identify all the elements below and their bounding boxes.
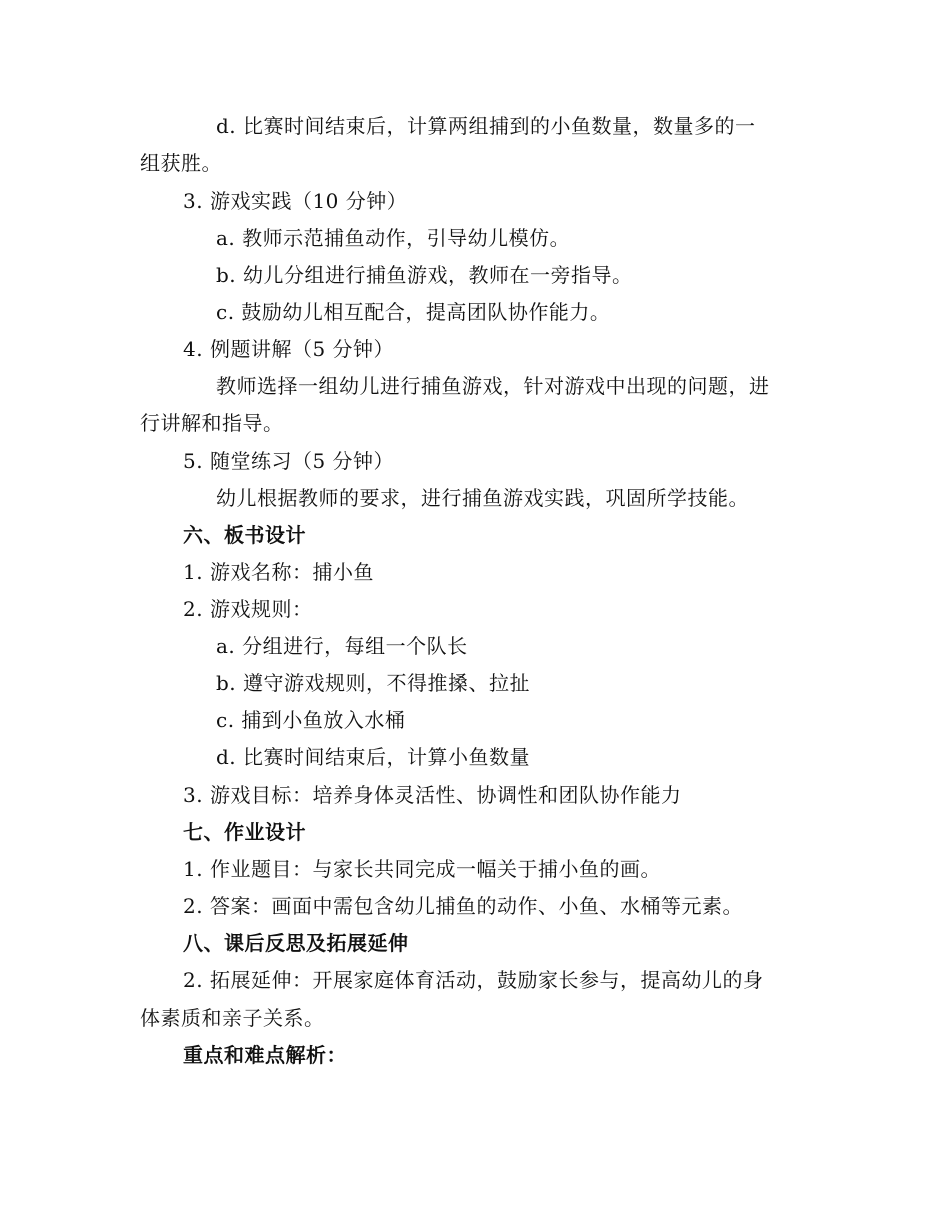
rule-item-d-continuation: 组获胜。 (140, 151, 222, 175)
reflection-item-extension-continuation: 体素质和亲子关系。 (140, 1006, 325, 1030)
practice-item-a: a. 教师示范捕鱼动作，引导幼儿模仿。 (216, 226, 571, 250)
heading-key-difficult-points: 重点和难点解析： (183, 1043, 347, 1067)
board-rule-a: a. 分组进行，每组一个队长 (216, 634, 468, 658)
rule-item-d: d. 比赛时间结束后，计算两组捕到的小鱼数量，数量多的一 (216, 114, 756, 138)
board-rule-b: b. 遵守游戏规则，不得推搡、拉扯 (216, 671, 531, 695)
board-item-game-rules: 2. 游戏规则： (183, 597, 313, 621)
board-item-game-goal: 3. 游戏目标：培养身体灵活性、协调性和团队协作能力 (183, 783, 682, 807)
class-practice-paragraph: 幼儿根据教师的要求，进行捕鱼游戏实践，巩固所学技能。 (216, 486, 749, 510)
section-class-practice: 5. 随堂练习（5 分钟） (183, 449, 395, 473)
reflection-item-extension: 2. 拓展延伸：开展家庭体育活动，鼓励家长参与，提高幼儿的身 (183, 968, 764, 992)
section-game-practice: 3. 游戏实践（10 分钟） (183, 189, 408, 213)
homework-item-answer: 2. 答案：画面中需包含幼儿捕鱼的动作、小鱼、水桶等元素。 (183, 894, 743, 918)
homework-item-topic: 1. 作业题目：与家长共同完成一幅关于捕小鱼的画。 (183, 857, 661, 881)
section-example-explanation: 4. 例题讲解（5 分钟） (183, 337, 395, 361)
practice-item-c: c. 鼓励幼儿相互配合，提高团队协作能力。 (216, 300, 611, 324)
example-paragraph-continuation: 行讲解和指导。 (140, 411, 284, 435)
board-rule-c: c. 捕到小鱼放入水桶 (216, 708, 406, 732)
heading-reflection-extension: 八、课后反思及拓展延伸 (183, 931, 409, 955)
heading-homework-design: 七、作业设计 (183, 820, 306, 844)
board-item-game-name: 1. 游戏名称：捕小鱼 (183, 560, 374, 584)
board-rule-d: d. 比赛时间结束后，计算小鱼数量 (216, 745, 531, 769)
heading-blackboard-design: 六、板书设计 (183, 523, 306, 547)
example-paragraph: 教师选择一组幼儿进行捕鱼游戏，针对游戏中出现的问题，进 (216, 374, 770, 398)
practice-item-b: b. 幼儿分组进行捕鱼游戏，教师在一旁指导。 (216, 263, 633, 287)
